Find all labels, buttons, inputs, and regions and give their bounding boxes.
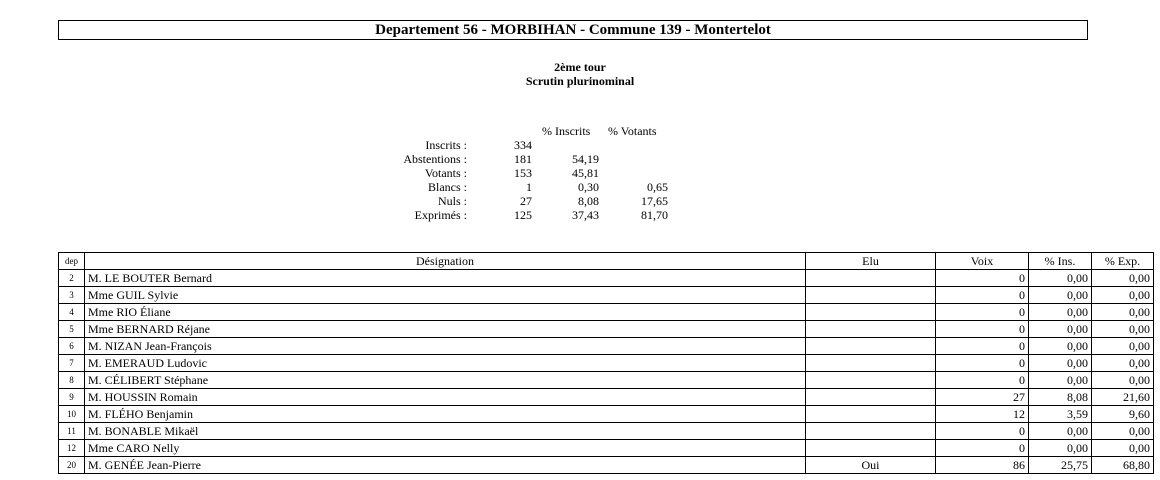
stat-value: 125 (514, 208, 532, 222)
votes-cell: 12 (936, 406, 1029, 423)
stat-value: 27 (520, 194, 532, 208)
pct-exp-cell: 0,00 (1092, 287, 1154, 304)
dep-cell: 4 (59, 304, 85, 321)
dep-cell: 10 (59, 406, 85, 423)
elected-cell: Oui (806, 457, 936, 474)
elected-cell (806, 321, 936, 338)
pct-ins-cell: 0,00 (1029, 372, 1092, 389)
candidate-name-cell: Mme GUIL Sylvie (85, 287, 806, 304)
candidate-name-cell: M. LE BOUTER Bernard (85, 270, 806, 287)
table-row (59, 338, 1154, 355)
elected-cell (806, 389, 936, 406)
table-row (59, 321, 1154, 338)
stat-row (0, 138, 1160, 152)
dep-cell: 12 (59, 440, 85, 457)
pct-ins-cell: 8,08 (1029, 389, 1092, 406)
pct-exp-cell: 0,00 (1092, 355, 1154, 372)
elected-cell (806, 423, 936, 440)
dep-cell: 11 (59, 423, 85, 440)
table-row (59, 389, 1154, 406)
elected-cell (806, 372, 936, 389)
stat-label: Abstentions : (403, 152, 467, 166)
stat-pct-inscrits: 45,81 (572, 166, 599, 180)
elected-cell (806, 406, 936, 423)
pct-exp-cell: 9,60 (1092, 406, 1154, 423)
dep-cell: 20 (59, 457, 85, 474)
elected-cell (806, 270, 936, 287)
pct-ins-cell: 0,00 (1029, 338, 1092, 355)
stat-pct-inscrits: 8,08 (578, 194, 599, 208)
table-row (59, 406, 1154, 423)
stat-label: Nuls : (437, 194, 467, 208)
col-header-designation: Désignation (85, 253, 806, 270)
table-row (59, 355, 1154, 372)
candidate-name-cell: Mme RIO Éliane (85, 304, 806, 321)
candidate-name-cell: M. GENÉE Jean-Pierre (85, 457, 806, 474)
votes-cell: 0 (936, 372, 1029, 389)
votes-cell: 27 (936, 389, 1029, 406)
candidate-name-cell: M. HOUSSIN Romain (85, 389, 806, 406)
col-header-pct-ins: % Ins. (1029, 253, 1092, 270)
stat-pct-inscrits: 37,43 (572, 208, 599, 222)
stat-pct-inscrits: 54,19 (572, 152, 599, 166)
pct-ins-cell: 0,00 (1029, 270, 1092, 287)
page-title: Departement 56 - MORBIHAN - Commune 139 - Montertelot (58, 20, 1088, 40)
dep-cell: 5 (59, 321, 85, 338)
stat-value: 334 (514, 138, 532, 152)
table-row (59, 270, 1154, 287)
dep-cell: 6 (59, 338, 85, 355)
pct-exp-cell: 68,80 (1092, 457, 1154, 474)
elected-cell (806, 338, 936, 355)
votes-cell: 0 (936, 321, 1029, 338)
pct-exp-cell: 0,00 (1092, 372, 1154, 389)
stat-pct-votants: 0,65 (647, 180, 668, 194)
stat-row (0, 194, 1160, 208)
col-header-dep: dep (59, 253, 85, 270)
col-header-elu: Elu (806, 253, 936, 270)
candidate-name-cell: Mme CARO Nelly (85, 440, 806, 457)
table-row (59, 304, 1154, 321)
pct-ins-cell: 0,00 (1029, 304, 1092, 321)
candidate-name-cell: M. BONABLE Mikaël (85, 423, 806, 440)
candidate-name-cell: M. CÉLIBERT Stéphane (85, 372, 806, 389)
elected-cell (806, 440, 936, 457)
table-row (59, 287, 1154, 304)
stat-pct-inscrits: 0,30 (578, 180, 599, 194)
pct-exp-cell: 0,00 (1092, 423, 1154, 440)
candidate-name-cell: Mme BERNARD Réjane (85, 321, 806, 338)
round-label: 2ème tour (554, 60, 606, 74)
votes-cell: 86 (936, 457, 1029, 474)
votes-cell: 0 (936, 270, 1029, 287)
pct-exp-cell: 0,00 (1092, 440, 1154, 457)
dep-cell: 2 (59, 270, 85, 287)
stat-value: 1 (526, 180, 532, 194)
pct-ins-cell: 0,00 (1029, 287, 1092, 304)
stat-label: Inscrits : (425, 138, 467, 152)
votes-cell: 0 (936, 440, 1029, 457)
pct-ins-cell: 0,00 (1029, 440, 1092, 457)
dep-cell: 8 (59, 372, 85, 389)
results-header-row (59, 253, 1154, 270)
votes-cell: 0 (936, 287, 1029, 304)
pct-ins-cell: 0,00 (1029, 321, 1092, 338)
votes-cell: 0 (936, 423, 1029, 440)
pct-ins-cell: 3,59 (1029, 406, 1092, 423)
col-header-voix: Voix (936, 253, 1029, 270)
votes-cell: 0 (936, 355, 1029, 372)
candidate-name-cell: M. FLÉHO Benjamin (85, 406, 806, 423)
stat-value: 181 (514, 152, 532, 166)
pct-ins-cell: 25,75 (1029, 457, 1092, 474)
stat-pct-votants: 81,70 (641, 208, 668, 222)
elected-cell (806, 355, 936, 372)
pct-exp-cell: 0,00 (1092, 321, 1154, 338)
pct-exp-cell: 0,00 (1092, 304, 1154, 321)
pct-exp-cell: 0,00 (1092, 338, 1154, 355)
results-table (58, 252, 1154, 474)
pct-exp-cell: 21,60 (1092, 389, 1154, 406)
stat-label: Votants : (424, 166, 467, 180)
col-header-pct-exp: % Exp. (1092, 253, 1154, 270)
stat-label: Exprimés : (414, 208, 467, 222)
stat-pct-votants: 17,65 (641, 194, 668, 208)
dep-cell: 9 (59, 389, 85, 406)
header-pct-inscrits: % Inscrits (542, 124, 591, 138)
table-row (59, 457, 1154, 474)
dep-cell: 3 (59, 287, 85, 304)
pct-ins-cell: 0,00 (1029, 423, 1092, 440)
stat-value: 153 (514, 166, 532, 180)
stat-row (0, 166, 1160, 180)
pct-exp-cell: 0,00 (1092, 270, 1154, 287)
stat-row (0, 208, 1160, 222)
stat-row (0, 180, 1160, 194)
table-row (59, 440, 1154, 457)
votes-cell: 0 (936, 304, 1029, 321)
candidate-name-cell: M. EMERAUD Ludovic (85, 355, 806, 372)
elected-cell (806, 304, 936, 321)
table-row (59, 372, 1154, 389)
votes-cell: 0 (936, 338, 1029, 355)
candidate-name-cell: M. NIZAN Jean-François (85, 338, 806, 355)
header-pct-votants: % Votants (608, 124, 657, 138)
stat-label: Blancs : (428, 180, 467, 194)
dep-cell: 7 (59, 355, 85, 372)
stat-row (0, 152, 1160, 166)
pct-ins-cell: 0,00 (1029, 355, 1092, 372)
elected-cell (806, 287, 936, 304)
table-row (59, 423, 1154, 440)
ballot-type-label: Scrutin plurinominal (525, 74, 635, 88)
